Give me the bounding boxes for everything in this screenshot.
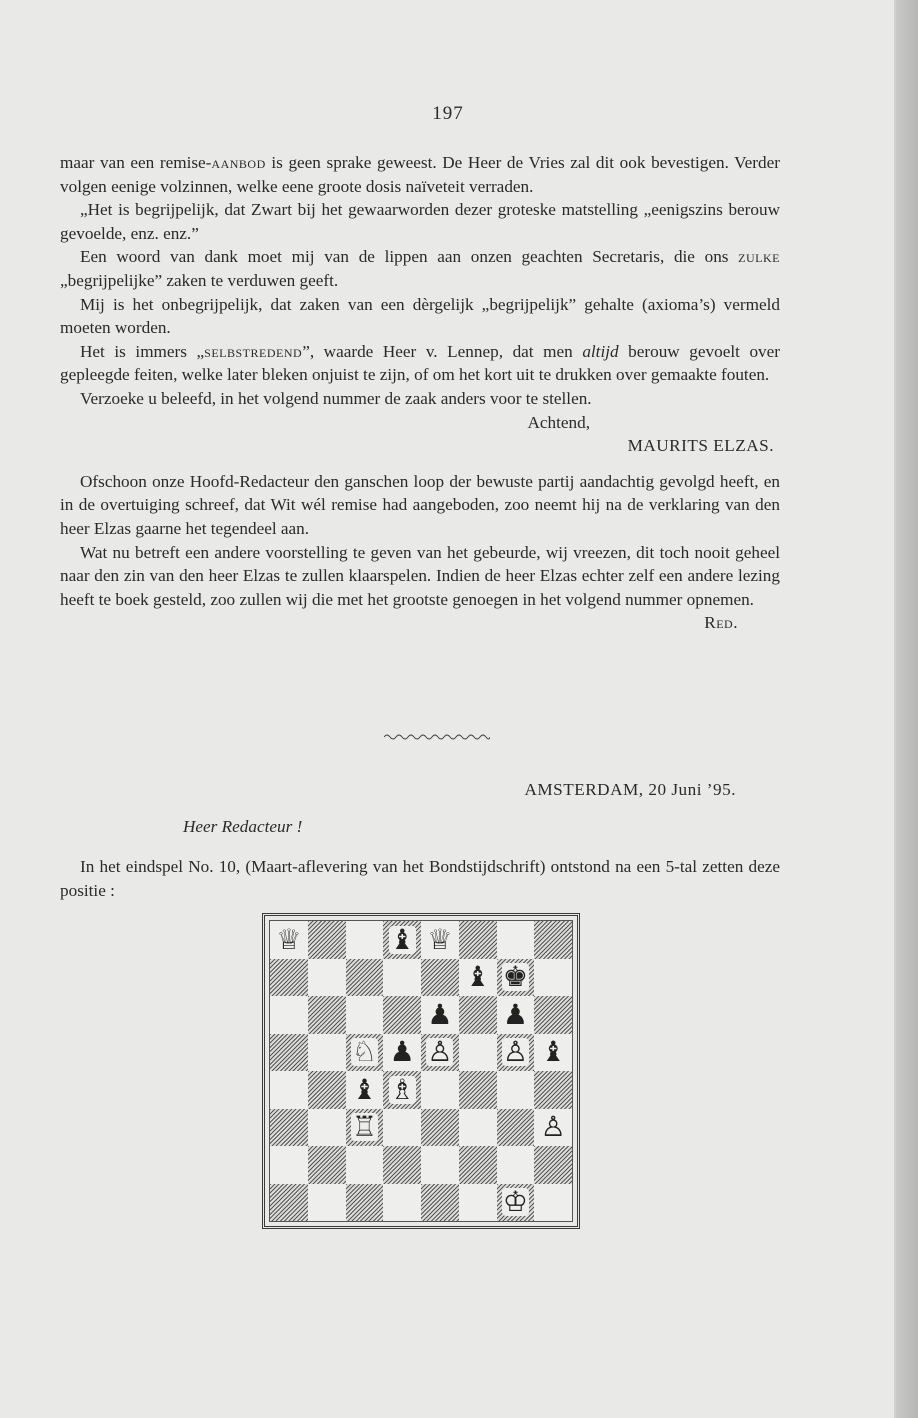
text-run: is geen sprake geweest. De Heer de Vries zal dit ook bevestigen. Verder volgen eenige volzinnen, welke eene groote dosis naïveteit verraden. xyxy=(60,153,780,196)
paragraph xyxy=(60,293,780,340)
chess-piece-bp: ♟ xyxy=(427,997,453,1031)
chess-piece-wn: ♘ xyxy=(351,1035,377,1069)
chess-piece-wp: ♙ xyxy=(540,1110,566,1144)
board-square xyxy=(534,1109,572,1147)
board-square xyxy=(421,1071,459,1109)
board-square xyxy=(459,959,497,997)
text-run: berouw gevoelt over gepleegde feiten, welke later bleken onjuist te zijn, of om het kort uit te drukken over gemaakte fouten. xyxy=(60,341,780,385)
board-square xyxy=(383,1109,421,1147)
board-square xyxy=(383,959,421,997)
board-square xyxy=(308,996,346,1034)
chess-piece-bp: ♟ xyxy=(502,997,528,1031)
board-square xyxy=(270,1071,308,1109)
board-square xyxy=(534,921,572,959)
board-square xyxy=(534,1184,572,1222)
board-square xyxy=(308,959,346,997)
signature: MAURITS ELZAS. xyxy=(627,436,774,456)
paragraph xyxy=(60,387,780,411)
letter-paragraphs xyxy=(60,151,780,411)
text-run: „begrijpelijke” zaken te verduwen geeft. xyxy=(60,270,339,290)
salutation: Heer Redacteur ! xyxy=(183,817,303,836)
board-square xyxy=(270,1184,308,1222)
text-run: Het is immers „ xyxy=(80,341,205,361)
dateline: AMSTERDAM, 20 Juni ’95. xyxy=(524,780,736,799)
chess-piece-wk: ♔ xyxy=(502,1185,528,1219)
chess-piece-wb: ♗ xyxy=(389,1072,415,1106)
closing-line: Achtend, xyxy=(527,412,590,432)
board-square xyxy=(534,1146,572,1184)
board-square xyxy=(308,1146,346,1184)
board-square xyxy=(270,921,308,959)
board-square xyxy=(308,1071,346,1109)
text-run: maar van een remise- xyxy=(60,153,212,172)
paragraph xyxy=(60,151,780,198)
position-intro: In het eindspel No. 10, (Maart-aflevering van het Bondstijdschrift) ontstond na een 5-tal zetten deze positie : xyxy=(60,857,780,900)
board-square xyxy=(459,1184,497,1222)
text-run: Verzoeke u beleefd, in het volgend nummer de zaak anders voor te stellen. xyxy=(80,388,592,408)
small-caps-text: zulke xyxy=(738,247,780,267)
chess-piece-wr: ♖ xyxy=(351,1110,377,1144)
paragraph xyxy=(60,541,780,612)
board-square xyxy=(421,1184,459,1222)
board-square xyxy=(459,921,497,959)
chess-piece-wq: ♕ xyxy=(276,922,302,956)
spacer xyxy=(60,458,780,470)
board-square xyxy=(383,1034,421,1072)
body-text-bottom xyxy=(60,855,780,902)
board-square xyxy=(346,921,384,959)
board-square xyxy=(421,1034,459,1072)
board-square xyxy=(346,1184,384,1222)
board-square xyxy=(308,1034,346,1072)
small-caps-text: selbstredend xyxy=(204,341,303,361)
board-square xyxy=(270,996,308,1034)
board-square xyxy=(534,996,572,1034)
board-square xyxy=(346,1034,384,1072)
page-edge xyxy=(896,0,918,1418)
board-square xyxy=(421,959,459,997)
board-square xyxy=(346,1146,384,1184)
red-signoff: Red. xyxy=(704,613,738,633)
board-square xyxy=(270,1109,308,1147)
chess-board xyxy=(269,920,573,1222)
board-square xyxy=(459,1034,497,1072)
text-run: Wat nu betreft een andere voorstelling te geven van het gebeurde, wij vreezen, dit toch nooit geheel naar den zin van den heer Elzas te zullen klaarspelen. Indien de heer Elzas echter zelf een andere lezing heeft te boek gesteld, zoo zullen wij die met het grootste genoegen in het volgend nummer opnemen. xyxy=(60,542,780,609)
italic-text: altijd xyxy=(582,341,619,361)
board-square xyxy=(270,1146,308,1184)
board-square xyxy=(459,996,497,1034)
text-run: ”, waarde Heer v. Lennep, dat men xyxy=(302,341,583,361)
board-square xyxy=(534,1034,572,1072)
board-square xyxy=(459,1146,497,1184)
board-square xyxy=(383,996,421,1034)
board-square xyxy=(383,1146,421,1184)
chess-piece-bb: ♝ xyxy=(465,960,491,994)
board-square xyxy=(308,1109,346,1147)
text-run: Een woord van dank moet mij van de lippen aan onzen geachten Secretaris, die ons xyxy=(80,247,739,267)
board-square xyxy=(421,921,459,959)
board-square xyxy=(421,1146,459,1184)
text-run: „Het is begrijpelijk, dat Zwart bij het gewaarworden dezer groteske matstelling „eenigszins berouw gevoelde, enz. enz.” xyxy=(60,200,780,243)
board-square xyxy=(497,959,535,997)
paragraph xyxy=(60,198,780,245)
board-square xyxy=(383,1184,421,1222)
board-square xyxy=(346,996,384,1034)
editor-paragraphs xyxy=(60,470,780,612)
text-run: Mij is het onbegrijpelijk, dat zaken van een dèrgelijk „begrijpelijk” gehalte (axioma’s) vermeld moeten worden. xyxy=(60,294,780,338)
chess-piece-bk: ♚ xyxy=(502,960,528,994)
board-square xyxy=(459,1071,497,1109)
chess-piece-wp: ♙ xyxy=(427,1035,453,1069)
chess-diagram xyxy=(262,913,580,1229)
board-square xyxy=(421,996,459,1034)
board-square xyxy=(383,921,421,959)
board-square xyxy=(497,1146,535,1184)
board-square xyxy=(459,1109,497,1147)
board-square xyxy=(383,1071,421,1109)
board-square xyxy=(421,1109,459,1147)
board-square xyxy=(497,1034,535,1072)
board-square xyxy=(534,959,572,997)
board-square xyxy=(534,1071,572,1109)
board-square xyxy=(497,1184,535,1222)
board-square xyxy=(308,1184,346,1222)
chess-piece-bb: ♝ xyxy=(389,922,415,956)
board-square xyxy=(346,1109,384,1147)
board-square xyxy=(270,1034,308,1072)
chess-piece-bb: ♝ xyxy=(540,1035,566,1069)
chess-piece-bb: ♝ xyxy=(351,1072,377,1106)
chess-piece-wq: ♕ xyxy=(427,922,453,956)
board-square xyxy=(497,1071,535,1109)
paragraph xyxy=(60,470,780,541)
text-run: Ofschoon onze Hoofd-Redacteur den ganschen loop der bewuste partij aandachtig gevolgd heeft, en in de overtuiging schreef, dat Wit wél remise had aangeboden, zoo neemt hij na de verklaring van den heer Elzas gaarne het tegendeel aan. xyxy=(60,471,780,538)
board-square xyxy=(270,959,308,997)
chess-piece-bp: ♟ xyxy=(389,1035,415,1069)
board-square xyxy=(346,959,384,997)
chess-piece-wp: ♙ xyxy=(502,1035,528,1069)
board-square xyxy=(346,1071,384,1109)
paragraph xyxy=(60,340,780,387)
body-text-top xyxy=(60,151,780,635)
board-square xyxy=(497,996,535,1034)
board-square xyxy=(308,921,346,959)
ornament-divider xyxy=(384,733,490,741)
small-caps-text: aanbod xyxy=(211,153,266,172)
page-number: 197 xyxy=(432,103,464,124)
paragraph xyxy=(60,245,780,292)
board-square xyxy=(497,1109,535,1147)
board-square xyxy=(497,921,535,959)
